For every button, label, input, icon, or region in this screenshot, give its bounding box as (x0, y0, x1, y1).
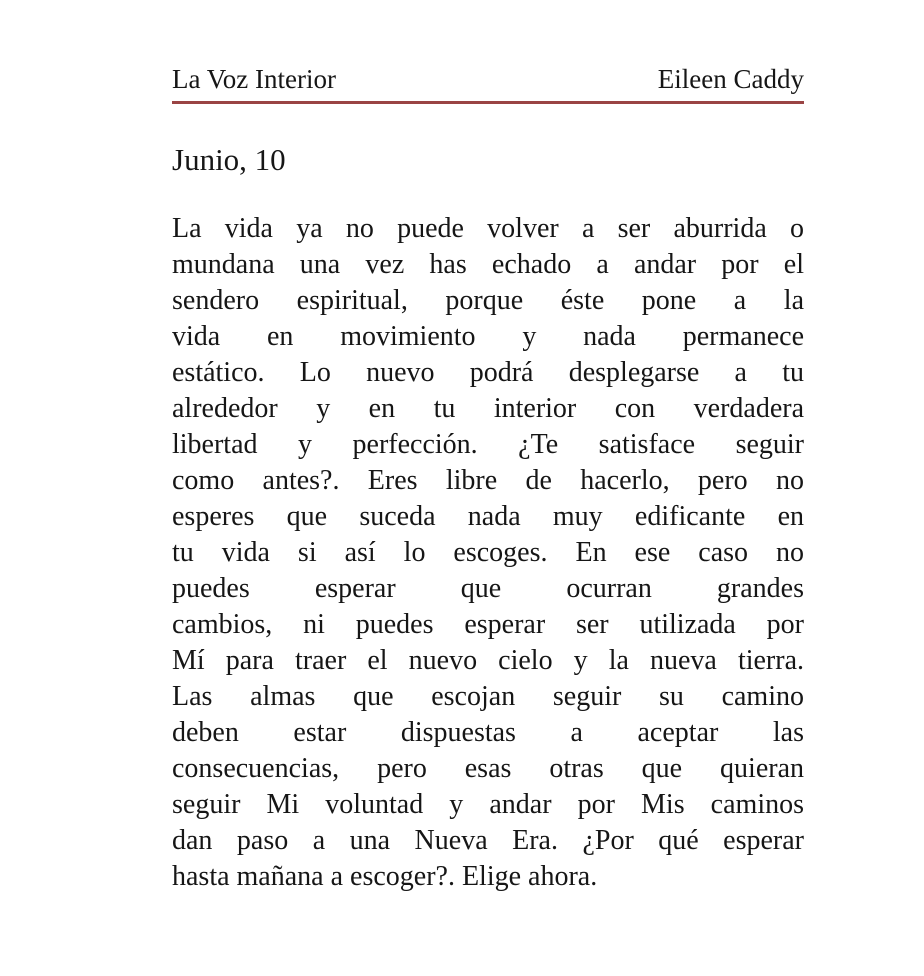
body-text-line: hasta mañana a escoger?. Elige ahora. (172, 861, 598, 892)
body-text-line: seguir Mi voluntad y andar por Mis caminos (172, 789, 804, 820)
body-text-line: consecuencias, pero esas otras que quieran (172, 753, 804, 784)
body-text-line: sendero espiritual, porque éste pone a la (172, 285, 804, 316)
date-heading: Junio, 10 (172, 142, 286, 177)
body-text-line: estático. Lo nuevo podrá desplegarse a tu (172, 357, 804, 388)
body-text-line: tu vida si así lo escoges. En ese caso no (172, 537, 804, 568)
body-text-line: Las almas que escojan seguir su camino (172, 681, 804, 712)
body-text-line: vida en movimiento y nada permanece (172, 321, 804, 352)
author-name: Eileen Caddy (657, 64, 804, 94)
body-text-line: esperes que suceda nada muy edificante en (172, 501, 804, 532)
body-text-line: Mí para traer el nuevo cielo y la nueva tierra. (172, 645, 804, 676)
body-text-line: mundana una vez has echado a andar por el (172, 249, 804, 280)
body-text-line: cambios, ni puedes esperar ser utilizada por (172, 609, 804, 640)
body-text-line: dan paso a una Nueva Era. ¿Por qué esperar (172, 825, 804, 856)
body-text-line: deben estar dispuestas a aceptar las (172, 717, 804, 748)
body-text-line: libertad y perfección. ¿Te satisface seguir (172, 429, 804, 460)
body-text-line: como antes?. Eres libre de hacerlo, pero no (172, 465, 804, 496)
body-text-line: La vida ya no puede volver a ser aburrida o (172, 213, 804, 244)
page-header (172, 64, 804, 104)
meditation-text (172, 211, 804, 895)
body-text-line: alrededor y en tu interior con verdadera (172, 393, 804, 424)
book-title: La Voz Interior (172, 64, 336, 94)
body-text-line: puedes esperar que ocurran grandes (172, 573, 804, 604)
